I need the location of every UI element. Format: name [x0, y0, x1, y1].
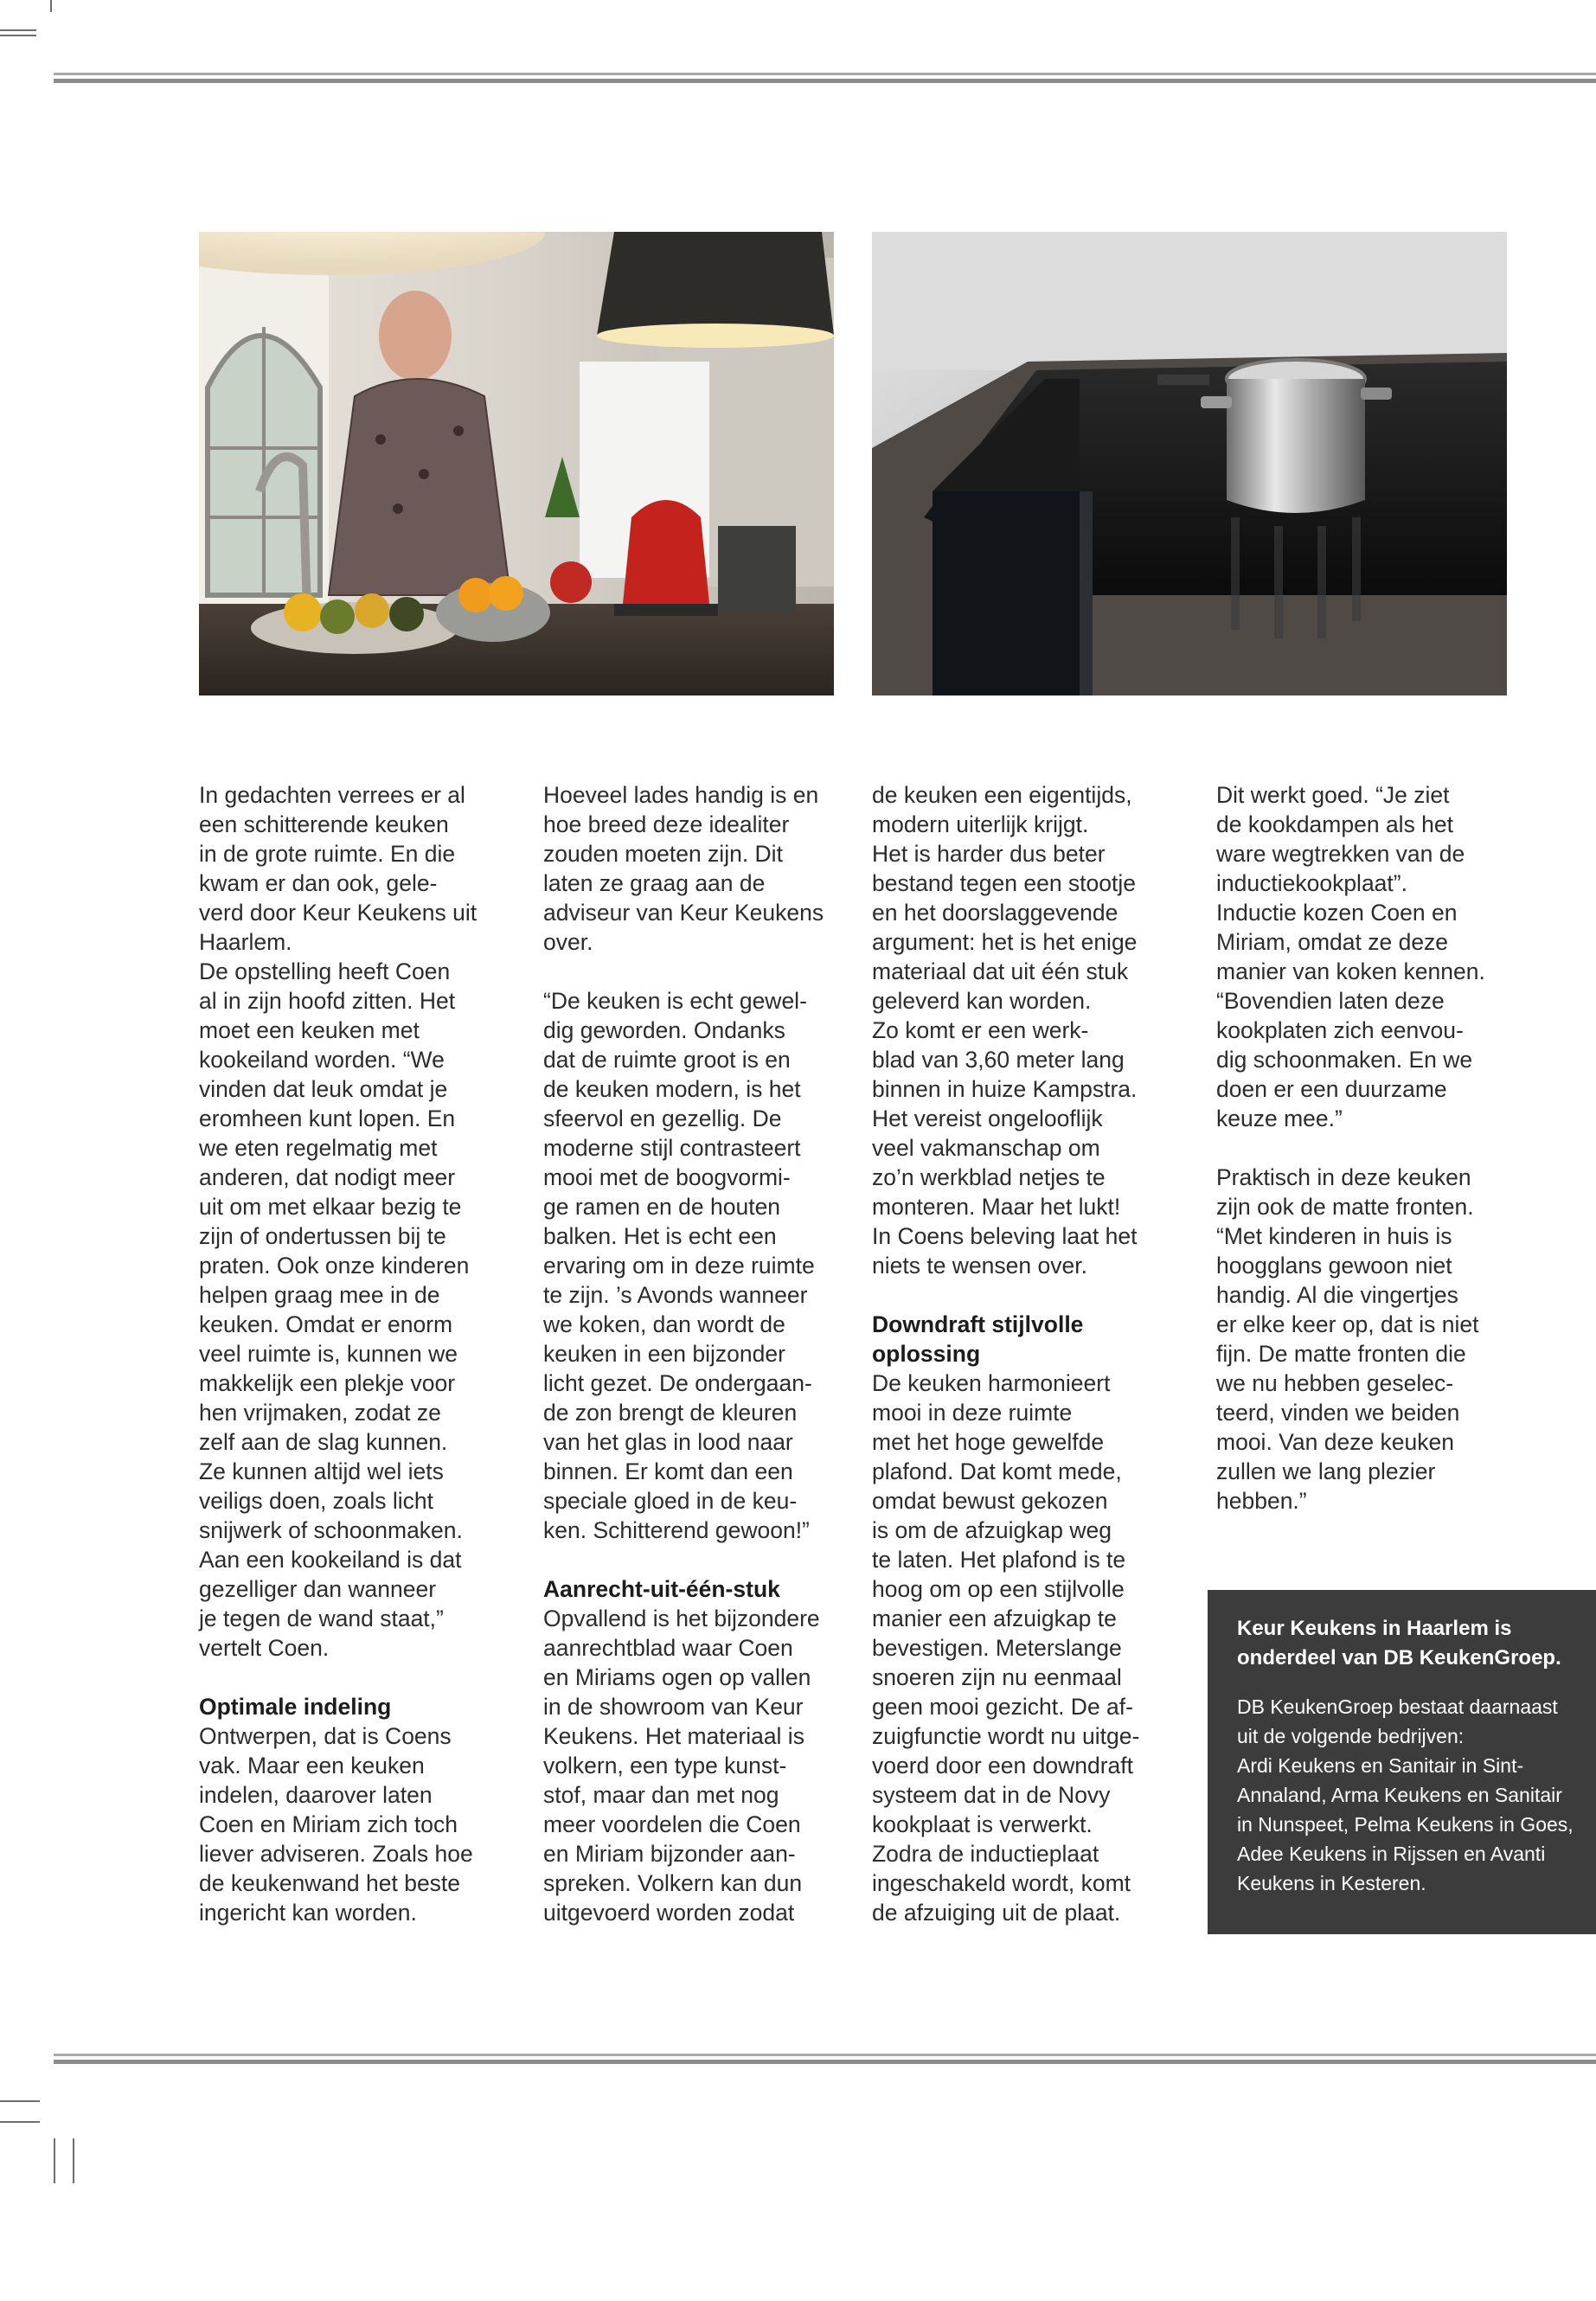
- paragraph: Hoeveel lades handig is en hoe breed deze idealiter zouden moeten zijn. Dit laten ze graag aan de adviseur van Keur Keukens over.: [543, 782, 824, 955]
- crop-mark: [0, 35, 36, 36]
- article-column-4: [1216, 780, 1517, 1516]
- section-heading: Optimale indeling: [199, 1694, 392, 1720]
- paragraph: Dit werkt goed. “Je ziet de kookdampen als het ware wegtrekken van de inductiekookplaat”. Inductie kozen Coen en Miriam, omdat ze deze manier van koken kennen. “Bovendien laten deze kookplaten zich eenvou- dig schoonmaken. En we doen er een duurzame keuze mee.”: [1216, 782, 1485, 1131]
- info-box-title: Keur Keukens in Haarlem is onderdeel van DB KeukenGroep.: [1237, 1617, 1561, 1670]
- bottom-rule: [54, 2054, 1596, 2064]
- paragraph: “De keuken is echt gewel- dig geworden. Ondanks dat de ruimte groot is en de keuken modern, is het sfeervol en gezellig. De moderne stijl contrasteert mooi met de boogvormi- ge ramen en de houten balken. Het is echt een ervaring om in deze ruimte te zijn. ’s Avonds wanneer we koken, dan wordt de keuken in een bijzonder licht gezet. De ondergaan- de zon brengt de kleuren van het glas in lood naar binnen. Er komt dan een speciale gloed in de keu- ken. Schitterend gewoon!”: [543, 988, 815, 1543]
- article-column-3: [872, 780, 1173, 1927]
- top-rule: [54, 73, 1596, 83]
- crop-mark: [0, 29, 36, 31]
- paragraph: Praktisch in deze keuken zijn ook de matte fronten. “Met kinderen in huis is hoogglans gewoon niet handig. Al die vingertjes er elke keer op, dat is niet fijn. De matte fronten die we nu hebben geselec- teerd, vinden we beiden mooi. Van deze keuken zullen we lang plezier hebben.”: [1216, 1164, 1479, 1514]
- crop-mark: [73, 2138, 74, 2183]
- paragraph: In gedachten verrees er al een schitterende keuken in de grote ruimte. En die kwam er dan ook, gele- verd door Keur Keukens uit Haarlem.: [199, 782, 478, 955]
- article-column-1: [199, 780, 500, 1927]
- crop-mark: [0, 2100, 40, 2102]
- section-heading: Downdraft stijlvolle oplossing: [872, 1311, 1084, 1367]
- paragraph: Ontwerpen, dat is Coens vak. Maar een keuken indelen, daarover laten Coen en Miriam zich toch liever adviseren. Zoals hoe de keukenwand het beste ingericht kan worden.: [199, 1723, 473, 1926]
- paragraph: de keuken een eigentijds, modern uiterlijk krijgt. Het is harder dus beter bestand tegen een stootje en het doorslaggevende argument: het is het enige materiaal dat uit één stuk geleverd kan worden. Zo komt er een werk- blad van 3,60 meter lang binnen in huize Kampstra. Het vereist ongelooflijk veel vakmanschap om zo’n werkblad netjes te monteren. Maar het lukt! In Coens beleving laat het niets te wensen over.: [872, 782, 1138, 1279]
- info-box-body: DB KeukenGroep bestaat daarnaast uit de volgende bedrijven: Ardi Keukens en Sanitair in Sint- Annaland, Arma Keukens en Sanitair in Nunspeet, Pelma Keukens in Goes, Adee Keukens in Rijssen en Avanti Keukens in Kesteren.: [1237, 1695, 1574, 1894]
- crop-mark: [50, 0, 52, 12]
- crop-mark: [0, 2121, 40, 2123]
- company-info-box: [1208, 1590, 1596, 1934]
- section-heading: Aanrecht-uit-één-stuk: [543, 1576, 780, 1602]
- paragraph: De keuken harmonieert mooi in deze ruimte met het hoge gewelfde plafond. Dat komt mede, omdat bewust gekozen is om de afzuigkap weg te laten. Het plafond is te hoog om op een stijlvolle manier een afzuigkap te bevestigen. Meterslange snoeren zijn nu eenmaal geen mooi gezicht. De af- zuigfunctie wordt nu uitge- voerd door een downdraft systeem dat in de Novy kookplaat is verwerkt. Zodra de inductieplaat ingeschakeld wordt, komt de afzuiging uit de plaat.: [872, 1370, 1140, 1926]
- photo-man-in-kitchen: [199, 232, 834, 695]
- photo-induction-hob: [872, 232, 1507, 695]
- paragraph: Opvallend is het bijzondere aanrechtblad waar Coen en Miriams ogen op vallen in de showroom van Keur Keukens. Het materiaal is volkern, een type kunst- stof, maar dan met nog meer voordelen die Coen en Miriam bijzonder aan- spreken. Volkern kan dun uitgevoerd worden zodat: [543, 1606, 820, 1926]
- paragraph: De opstelling heeft Coen al in zijn hoofd zitten. Het moet een keuken met kookeiland worden. “We vinden dat leuk omdat je eromheen kunt lopen. En we eten regelmatig met anderen, dat nodigt meer uit om met elkaar bezig te zijn of ondertussen bij te praten. Ook onze kinderen helpen graag mee in de keuken. Omdat er enorm veel ruimte is, kunnen we makkelijk een plekje voor hen vrijmaken, zodat ze zelf aan de slag kunnen. Ze kunnen altijd wel iets veiligs doen, zoals licht snijwerk of schoonmaken. Aan een kookeiland is dat gezelliger dan wanneer je tegen de wand staat,” vertelt Coen.: [199, 958, 470, 1661]
- crop-mark: [54, 2138, 55, 2183]
- article-column-2: [543, 780, 844, 1927]
